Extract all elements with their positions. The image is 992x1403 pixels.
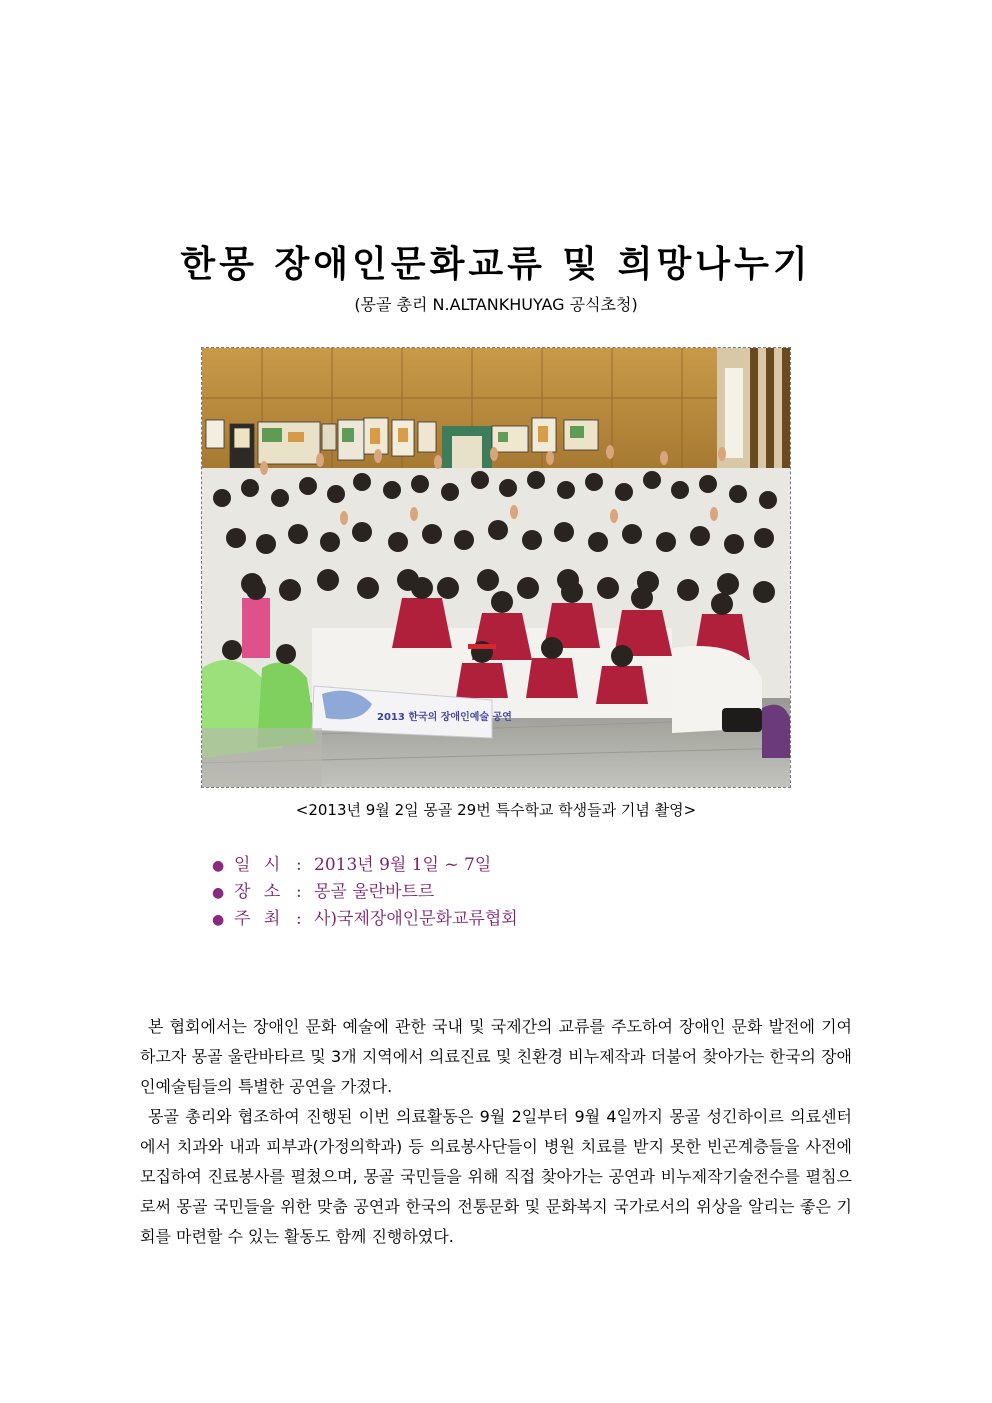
- info-colon: :: [296, 882, 302, 902]
- page-title: 한몽 장애인문화교류 및 희망나누기: [180, 243, 812, 285]
- info-label: 주 최: [234, 909, 285, 929]
- group-photo: [201, 347, 791, 788]
- info-value: 몽골 울란바트르: [314, 882, 435, 902]
- banner-text: 2013 한국의 장애인예술 공연: [377, 712, 512, 723]
- info-value: 2013년 9월 1일 ~ 7일: [314, 855, 492, 875]
- event-info-list: [212, 852, 518, 933]
- bullet-icon: ●: [212, 885, 225, 901]
- info-item-date: [212, 852, 518, 879]
- bullet-icon: ●: [212, 858, 225, 874]
- info-colon: :: [296, 855, 302, 875]
- info-value: 사)국제장애인문화교류협회: [314, 909, 518, 929]
- info-item-place: [212, 879, 518, 906]
- info-colon: :: [296, 909, 302, 929]
- photo-caption: <2013년 9월 2일 몽골 29번 특수학교 학생들과 기념 촬영>: [295, 801, 697, 819]
- paragraph: 몽골 총리와 협조하여 진행된 이번 의료활동은 9월 2일부터 9월 4일까지 몽골 성긴하이르 의료센터에서 치과와 내과 피부과(가정의학과) 등 의료봉사단들이 병원 치료를 받지 못한 빈곤계층들을 사전에 모집하여 진료봉사를 펼쳤으며, 몽골 국민들을 위해 직접 찾아가는 공연과 비누제작기술전수를 펼침으로써 몽골 국민들을 위한 맞춤 공연과 한국의 전통문화 및 문화복지 국가로서의 위상을 알리는 좋은 기회를 마련할 수 있는 활동도 함께 진행하였다.: [140, 1107, 852, 1246]
- info-label: 장 소: [234, 882, 285, 902]
- info-label: 일 시: [234, 855, 285, 875]
- bullet-icon: ●: [212, 912, 225, 928]
- page-subtitle: (몽골 총리 N.ALTANKHUYAG 공식초청): [354, 295, 638, 314]
- body-text: [140, 1012, 852, 1252]
- info-item-host: [212, 906, 518, 933]
- paragraph: 본 협회에서는 장애인 문화 예술에 관한 국내 및 국제간의 교류를 주도하여 장애인 문화 발전에 기여하고자 몽골 울란바타르 및 3개 지역에서 의료진료 및 친환경 비누제작과 더불어 찾아가는 한국의 장애인예술팀들의 특별한 공연을 가졌다.: [140, 1017, 852, 1096]
